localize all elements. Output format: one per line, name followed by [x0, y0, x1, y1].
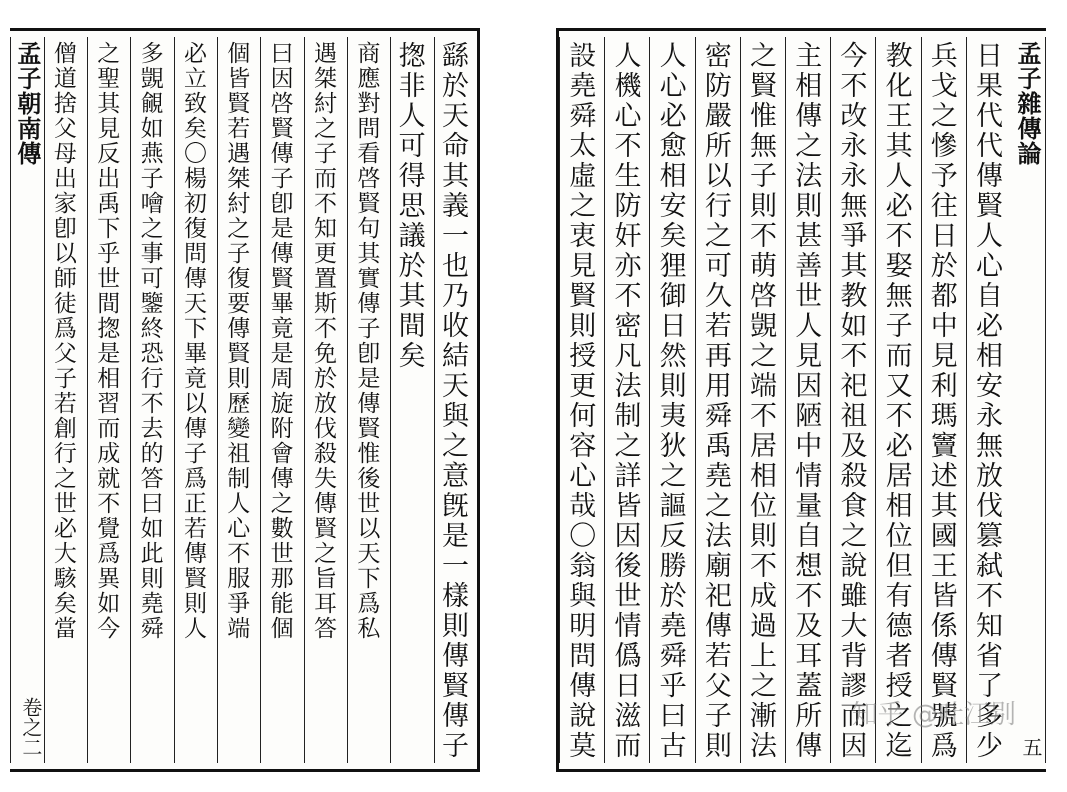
- left-page-margin: [10, 37, 44, 763]
- text-column: 曰因啓賢傳子卽是傳賢畢竟是周旋附會傳之數世那能個: [260, 37, 303, 763]
- text-column: 主相傳之法則甚善世人見因陋中情量自想不及耳蓋所傳: [785, 37, 830, 763]
- volume-label: 卷之二: [18, 697, 43, 757]
- text-column: 揔非人可得思議於其間矣: [390, 37, 433, 763]
- text-column: 多覬覦如燕子噲之事可鑒終恐行不去的答曰如此則堯舜: [130, 37, 173, 763]
- book-title: 孟子雜傳論: [1012, 41, 1042, 166]
- text-column: 商應對問看啓賢句其實傳子卽是傳賢惟後世以天下爲私: [347, 37, 390, 763]
- text-column: 密防嚴所以行之可久若再用舜禹堯之法廟祀傳若父子則: [695, 37, 740, 763]
- text-column: 教化王其人必不娶無子而又不必居相位但有德者授之迄: [875, 37, 920, 763]
- left-page-text-columns: [10, 37, 477, 763]
- text-column: 人心必愈相安矣狸御日然則夷狄之謳反勝於堯舜乎曰古: [649, 37, 694, 763]
- text-column: 設堯舜太虛之衷見賢則授更何容心哉〇翁與明問傳說莫: [559, 37, 604, 763]
- text-column: 兵戈之慘予往日於都中見利瑪竇述其國王皆係傳賢號爲: [921, 37, 966, 763]
- text-column: 人機心不生防奸亦不密凡法制之詳皆因後世情僞日滋而: [604, 37, 649, 763]
- text-column: 日果代代傳賢人心自必相安永無放伐篡弑不知省了多少: [966, 37, 1011, 763]
- text-column: 必立致矣〇楊初復問傳天下畢竟以傳子爲正若傳賢則人: [174, 37, 217, 763]
- right-page-margin: [1011, 37, 1046, 763]
- right-page: [556, 28, 1046, 772]
- right-page-text-columns: [559, 37, 1046, 763]
- text-column: 遇桀紂之子而不知更置斯不免於放伐殺失傳賢之旨耳答: [304, 37, 347, 763]
- text-column: 今不改永永無爭其教如不祀祖及殺食之說雖大背謬而因: [830, 37, 875, 763]
- text-column: 個皆賢若遇桀紂之子復要傳賢則歷變祖制人心不服爭端: [217, 37, 260, 763]
- text-column: 僧道捨父母出家卽以師徒爲父子若創行之世必大駭矣當: [44, 37, 87, 763]
- page-number: 五: [1018, 737, 1043, 757]
- watermark: 知乎 @吐江別: [851, 700, 1016, 730]
- text-column: 繇於天命其義一也乃收結天與之意旣是一樣則傳賢傳子: [434, 37, 477, 763]
- book-title: 孟子朝南傳: [12, 41, 42, 166]
- left-page: [10, 28, 480, 772]
- text-column: 之聖其見反出禹下乎世間揔是相習而成就不覺爲異如今: [87, 37, 130, 763]
- text-column: 之賢惟無子則不萌啓覬之端不居相位則不成過上之漸法: [740, 37, 785, 763]
